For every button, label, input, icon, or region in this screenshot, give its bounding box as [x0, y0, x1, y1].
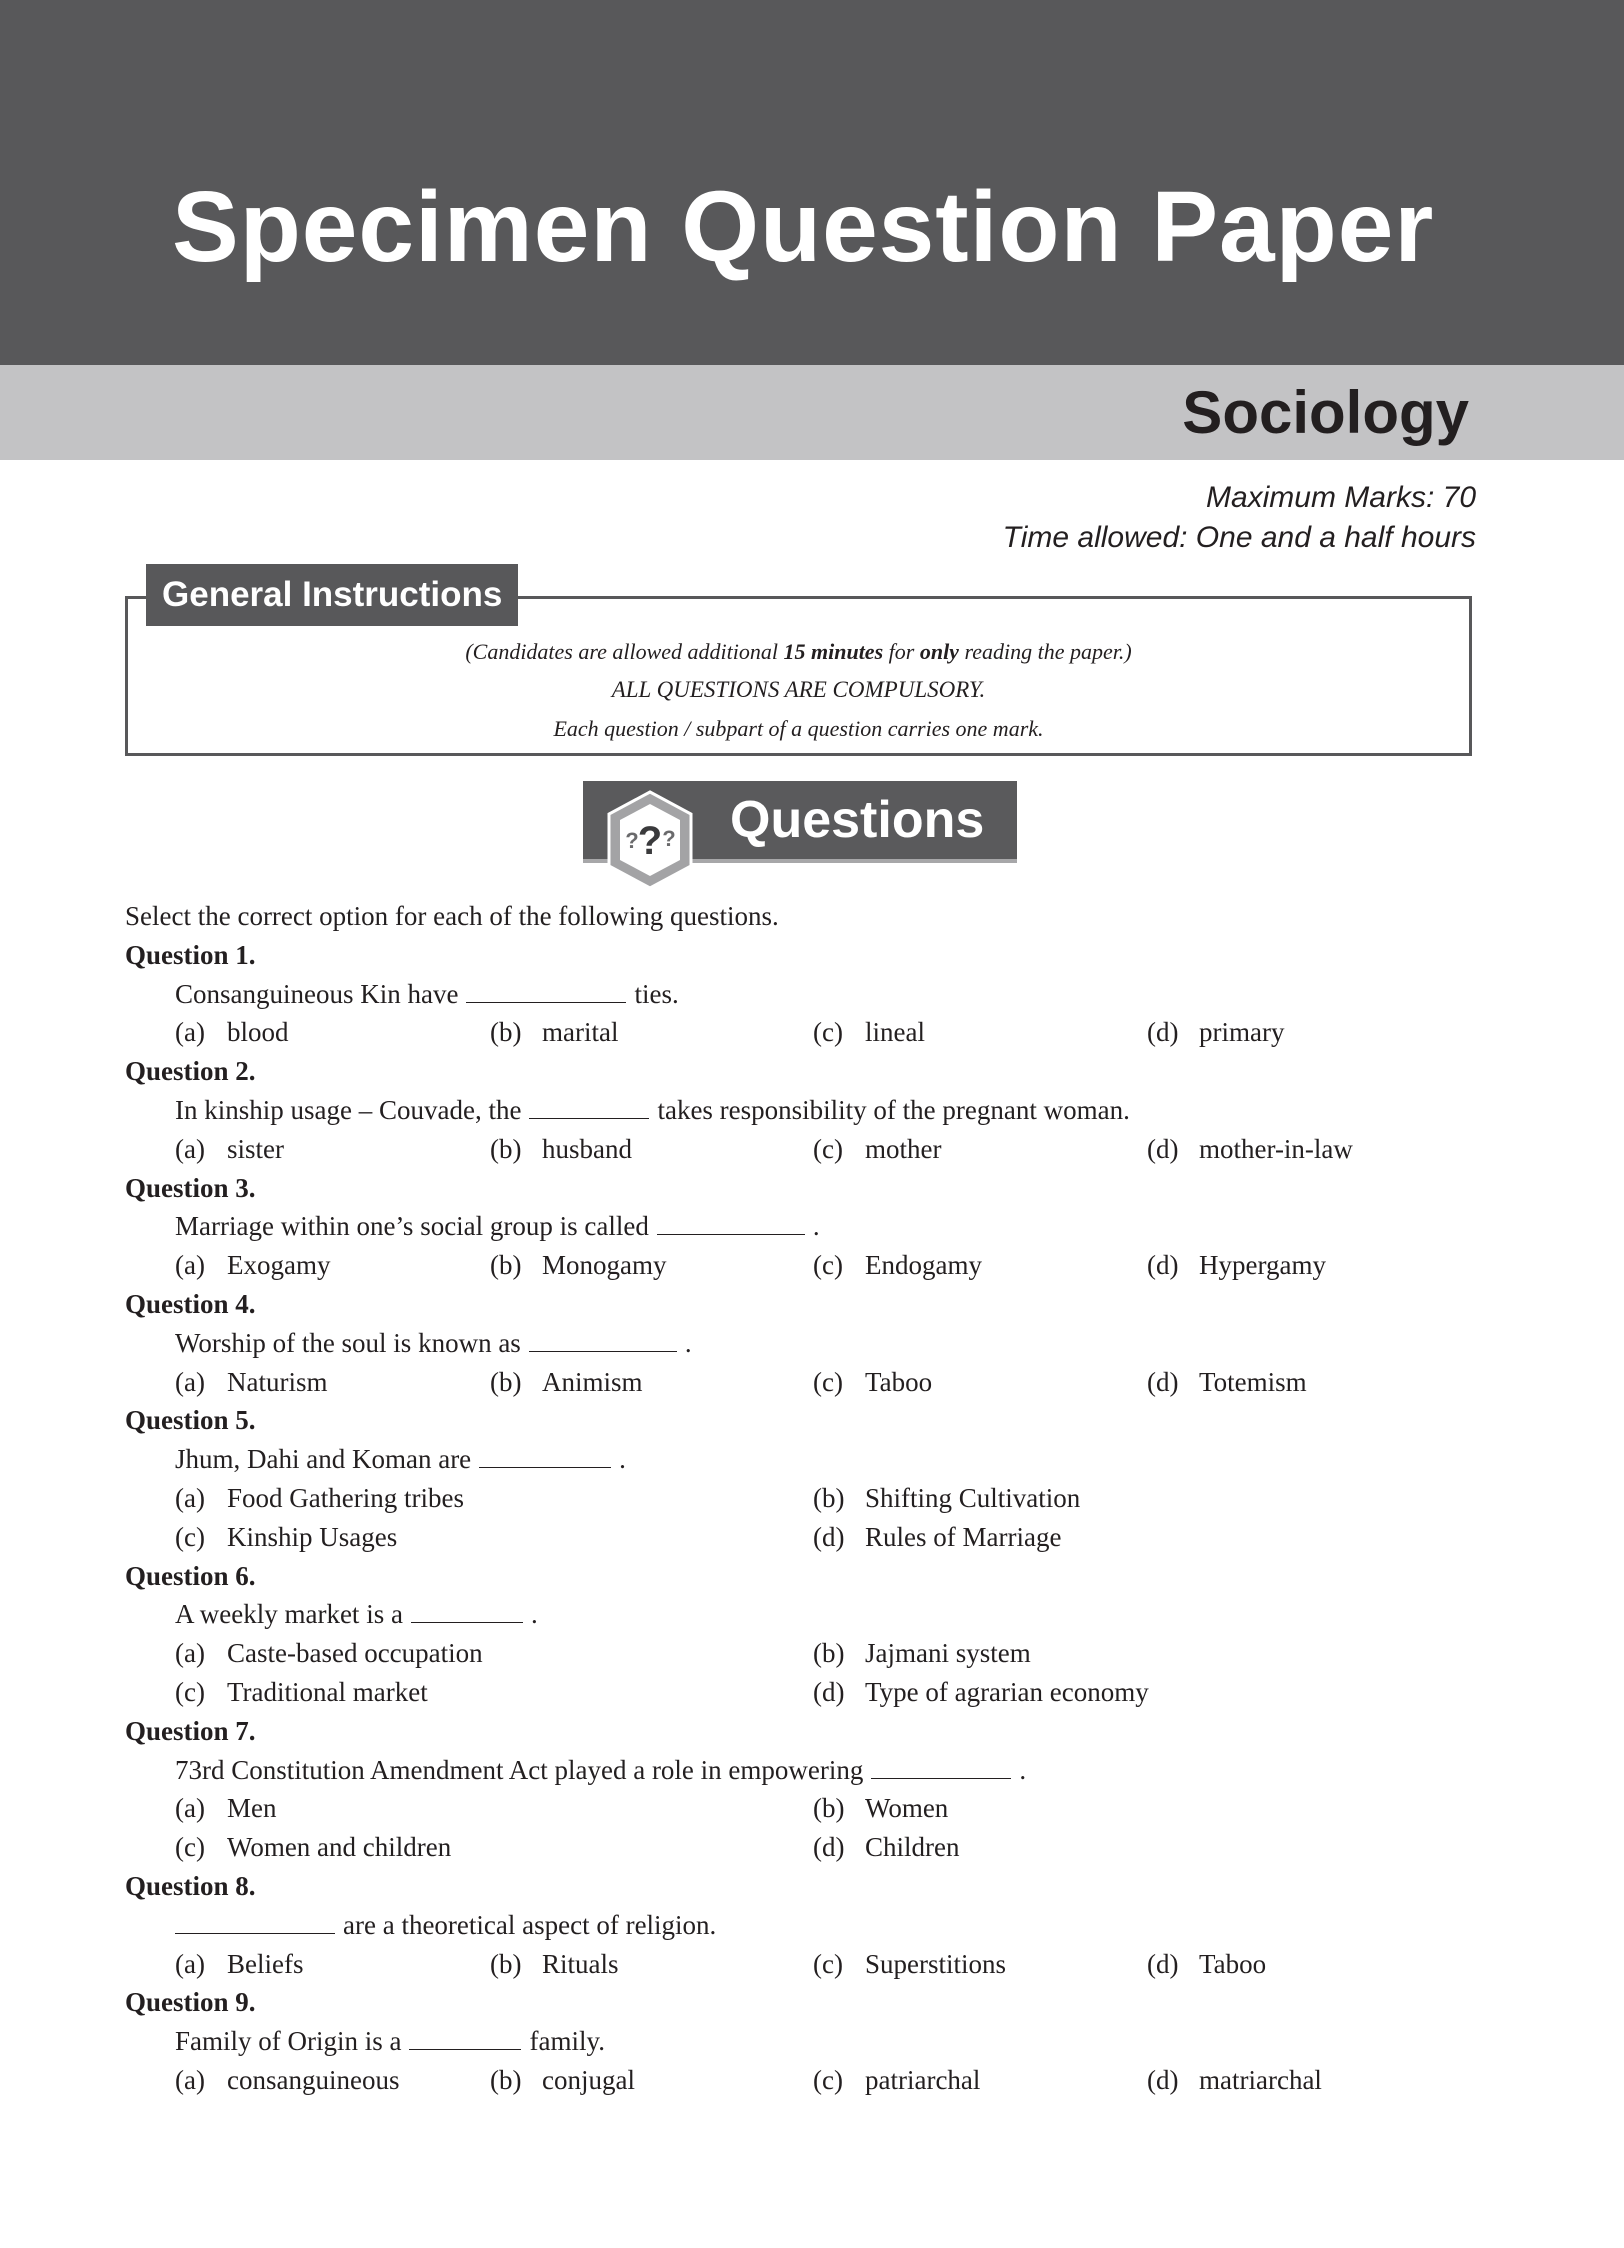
option-label: (a) — [175, 1948, 205, 1979]
answer-option — [813, 1479, 1080, 1518]
stem-text-after: . — [530, 1599, 538, 1630]
option-text: Rituals — [542, 1948, 619, 1979]
time-allowed: Time allowed: One and a half hours — [1002, 521, 1476, 554]
question-block — [125, 936, 1485, 1052]
question-block — [125, 1401, 1485, 1556]
questions-list — [125, 897, 1485, 2100]
option-text: Endogamy — [865, 1250, 982, 1281]
answer-blank — [479, 1440, 611, 1468]
option-text: Children — [865, 1832, 960, 1863]
option-label: (d) — [813, 1676, 845, 1707]
answer-option — [490, 1363, 643, 1402]
options-row — [125, 1479, 1485, 1518]
option-label: (d) — [813, 1832, 845, 1863]
answer-option — [175, 1013, 289, 1052]
option-label: (d) — [1147, 2064, 1179, 2095]
option-text: Rules of Marriage — [865, 1521, 1062, 1552]
questions-banner-label: Questions — [730, 791, 985, 849]
answer-blank — [529, 1091, 649, 1119]
stem-text-after: family. — [529, 2026, 605, 2057]
option-label: (d) — [1147, 1948, 1179, 1979]
option-label: (b) — [813, 1482, 845, 1513]
option-text: Taboo — [865, 1366, 933, 1397]
options-row — [125, 1828, 1485, 1867]
stem-text-before: A weekly market is a — [175, 1599, 403, 1630]
answer-option — [1147, 1246, 1326, 1285]
option-label: (d) — [1147, 1366, 1179, 1397]
options-row — [125, 1673, 1485, 1712]
answer-blank — [657, 1207, 805, 1235]
page-title: Specimen Question Paper — [172, 171, 1435, 283]
subject-title: Sociology — [1182, 379, 1469, 446]
stem-text-after: . — [1019, 1754, 1027, 1785]
question-stem — [125, 1207, 1485, 1246]
question-block — [125, 1983, 1485, 2099]
answer-option — [175, 1518, 397, 1557]
option-label: (b) — [490, 2064, 522, 2095]
option-text: Men — [227, 1793, 277, 1824]
instruction-reading-time: (Candidates are allowed additional 15 minutes for only reading the paper.) — [465, 639, 1132, 664]
options-row — [125, 1789, 1485, 1828]
answer-option — [813, 1246, 982, 1285]
answer-option — [813, 1789, 948, 1828]
answer-option — [490, 1013, 618, 1052]
stem-text-after: are a theoretical aspect of religion. — [343, 1909, 717, 1940]
options-row — [125, 1013, 1485, 1052]
questions-intro: Select the correct option for each of the following questions. — [125, 901, 779, 931]
question-heading: Question 7. — [125, 1715, 256, 1746]
option-label: (c) — [813, 1366, 843, 1397]
option-text: consanguineous — [227, 2064, 400, 2095]
answer-option — [175, 1130, 284, 1169]
question-marks-icon — [605, 790, 695, 890]
stem-text-before: Consanguineous Kin have — [175, 978, 459, 1009]
stem-text-after: . — [812, 1211, 820, 1242]
question-heading: Question 1. — [125, 939, 256, 970]
option-text: Monogamy — [542, 1250, 667, 1281]
options-row — [125, 2061, 1485, 2100]
option-label: (a) — [175, 1793, 205, 1824]
option-text: matriarchal — [1199, 2064, 1322, 2095]
answer-option — [1147, 1013, 1284, 1052]
question-block — [125, 1557, 1485, 1712]
question-block — [125, 1169, 1485, 1285]
option-label: (d) — [1147, 1250, 1179, 1281]
svg-text:?: ? — [637, 819, 663, 863]
question-stem — [125, 1091, 1485, 1130]
option-text: patriarchal — [865, 2064, 981, 2095]
option-text: Kinship Usages — [227, 1521, 398, 1552]
option-text: Naturism — [227, 1366, 328, 1397]
answer-blank — [529, 1324, 677, 1352]
answer-blank — [466, 975, 626, 1003]
option-label: (b) — [813, 1638, 845, 1669]
answer-option — [813, 1673, 1149, 1712]
answer-option — [813, 1013, 925, 1052]
option-text: Traditional market — [227, 1676, 428, 1707]
option-label: (b) — [490, 1250, 522, 1281]
option-text: Type of agrarian economy — [865, 1676, 1149, 1707]
stem-text-before: Worship of the soul is known as — [175, 1327, 521, 1358]
question-block — [125, 1052, 1485, 1168]
question-heading: Question 4. — [125, 1288, 256, 1319]
answer-option — [175, 1246, 330, 1285]
options-row — [125, 1130, 1485, 1169]
answer-option — [175, 1945, 303, 1984]
option-text: Hypergamy — [1199, 1250, 1326, 1281]
answer-option — [1147, 2061, 1322, 2100]
question-heading: Question 6. — [125, 1560, 256, 1591]
option-text: Superstitions — [865, 1948, 1007, 1979]
option-label: (a) — [175, 1482, 205, 1513]
question-stem — [125, 1595, 1485, 1634]
option-text: Caste-based occupation — [227, 1638, 483, 1669]
stem-text-after: ties. — [634, 978, 679, 1009]
answer-option — [175, 1479, 464, 1518]
option-text: Jajmani system — [865, 1638, 1031, 1669]
answer-option — [490, 1945, 619, 1984]
question-heading: Question 2. — [125, 1056, 256, 1087]
question-stem — [125, 2022, 1485, 2061]
stem-text-after: . — [684, 1327, 692, 1358]
stem-text-before: Family of Origin is a — [175, 2026, 402, 2057]
option-text: Women and children — [227, 1832, 452, 1863]
option-label: (d) — [813, 1521, 845, 1552]
options-row — [125, 1246, 1485, 1285]
option-label: (c) — [813, 1948, 843, 1979]
answer-blank — [175, 1906, 335, 1934]
option-label: (c) — [813, 1250, 843, 1281]
option-text: Totemism — [1199, 1366, 1307, 1397]
answer-option — [813, 1945, 1006, 1984]
option-text: lineal — [865, 1017, 925, 1048]
option-text: marital — [542, 1017, 619, 1048]
svg-text:?: ? — [662, 826, 676, 851]
subject-band — [0, 365, 1624, 460]
stem-text-before: Marriage within one’s social group is called — [175, 1211, 649, 1242]
question-heading: Question 5. — [125, 1405, 256, 1436]
option-text: conjugal — [542, 2064, 635, 2095]
answer-option — [1147, 1363, 1307, 1402]
answer-option — [1147, 1130, 1353, 1169]
answer-option — [1147, 1945, 1266, 1984]
question-block — [125, 1712, 1485, 1867]
answer-option — [490, 1130, 632, 1169]
answer-option — [175, 1673, 428, 1712]
option-text: husband — [542, 1133, 632, 1164]
stem-text-after: takes responsibility of the pregnant woman. — [657, 1094, 1130, 1125]
answer-option — [175, 1634, 483, 1673]
option-label: (b) — [490, 1948, 522, 1979]
option-label: (c) — [813, 2064, 843, 2095]
answer-option — [813, 1634, 1031, 1673]
answer-blank — [411, 1595, 523, 1623]
option-label: (a) — [175, 1133, 205, 1164]
question-heading: Question 3. — [125, 1172, 256, 1203]
question-stem — [125, 1751, 1485, 1790]
question-block — [125, 1285, 1485, 1401]
question-heading: Question 8. — [125, 1870, 256, 1901]
option-label: (b) — [490, 1133, 522, 1164]
answer-option — [175, 1828, 451, 1867]
maximum-marks: Maximum Marks: 70 — [1205, 481, 1476, 514]
option-label: (a) — [175, 2064, 205, 2095]
option-label: (c) — [813, 1133, 843, 1164]
option-label: (a) — [175, 1366, 205, 1397]
options-row — [125, 1945, 1485, 1984]
answer-blank — [409, 2022, 521, 2050]
options-row — [125, 1634, 1485, 1673]
option-label: (c) — [175, 1676, 205, 1707]
question-stem — [125, 975, 1485, 1014]
option-label: (a) — [175, 1017, 205, 1048]
answer-option — [490, 2061, 635, 2100]
instructions-heading: General Instructions — [146, 564, 518, 626]
answer-option — [813, 1130, 941, 1169]
answer-option — [813, 1518, 1061, 1557]
option-label: (d) — [1147, 1017, 1179, 1048]
answer-blank — [871, 1751, 1011, 1779]
option-text: Beliefs — [227, 1948, 304, 1979]
answer-option — [813, 2061, 980, 2100]
instruction-marks: Each question / subpart of a question carries one mark. — [553, 716, 1044, 741]
stem-text-after: . — [619, 1444, 626, 1475]
svg-text:?: ? — [625, 828, 639, 853]
option-text: mother — [865, 1133, 942, 1164]
question-heading: Question 9. — [125, 1987, 256, 2018]
question-stem — [125, 1324, 1485, 1363]
answer-option — [813, 1828, 960, 1867]
answer-option — [175, 1789, 277, 1828]
option-label: (a) — [175, 1250, 205, 1281]
option-label: (c) — [175, 1521, 205, 1552]
option-label: (b) — [813, 1793, 845, 1824]
option-label: (c) — [813, 1017, 843, 1048]
question-block — [125, 1867, 1485, 1983]
option-text: Exogamy — [227, 1250, 331, 1281]
answer-option — [813, 1363, 932, 1402]
stem-text-before: 73rd Constitution Amendment Act played a role in empowering — [175, 1754, 864, 1785]
stem-text-before: In kinship usage – Couvade, the — [175, 1094, 522, 1125]
option-text: Food Gathering tribes — [227, 1482, 464, 1513]
answer-option — [175, 1363, 328, 1402]
option-text: Women — [865, 1793, 949, 1824]
options-row — [125, 1518, 1485, 1557]
option-text: blood — [227, 1017, 289, 1048]
option-text: mother-in-law — [1199, 1133, 1353, 1164]
option-text: Animism — [542, 1366, 643, 1397]
option-text: sister — [227, 1133, 284, 1164]
options-row — [125, 1363, 1485, 1402]
option-label: (b) — [490, 1017, 522, 1048]
option-text: Shifting Cultivation — [865, 1482, 1081, 1513]
question-stem — [125, 1906, 1485, 1945]
option-label: (d) — [1147, 1133, 1179, 1164]
question-stem — [125, 1440, 1485, 1479]
option-text: primary — [1199, 1017, 1285, 1048]
option-label: (c) — [175, 1832, 205, 1863]
answer-option — [490, 1246, 667, 1285]
answer-option — [175, 2061, 399, 2100]
stem-text-before: Jhum, Dahi and Koman are — [175, 1444, 472, 1475]
option-label: (a) — [175, 1638, 205, 1669]
option-label: (b) — [490, 1366, 522, 1397]
instruction-compulsory: ALL QUESTIONS ARE COMPULSORY. — [611, 677, 986, 702]
option-text: Taboo — [1199, 1948, 1267, 1979]
